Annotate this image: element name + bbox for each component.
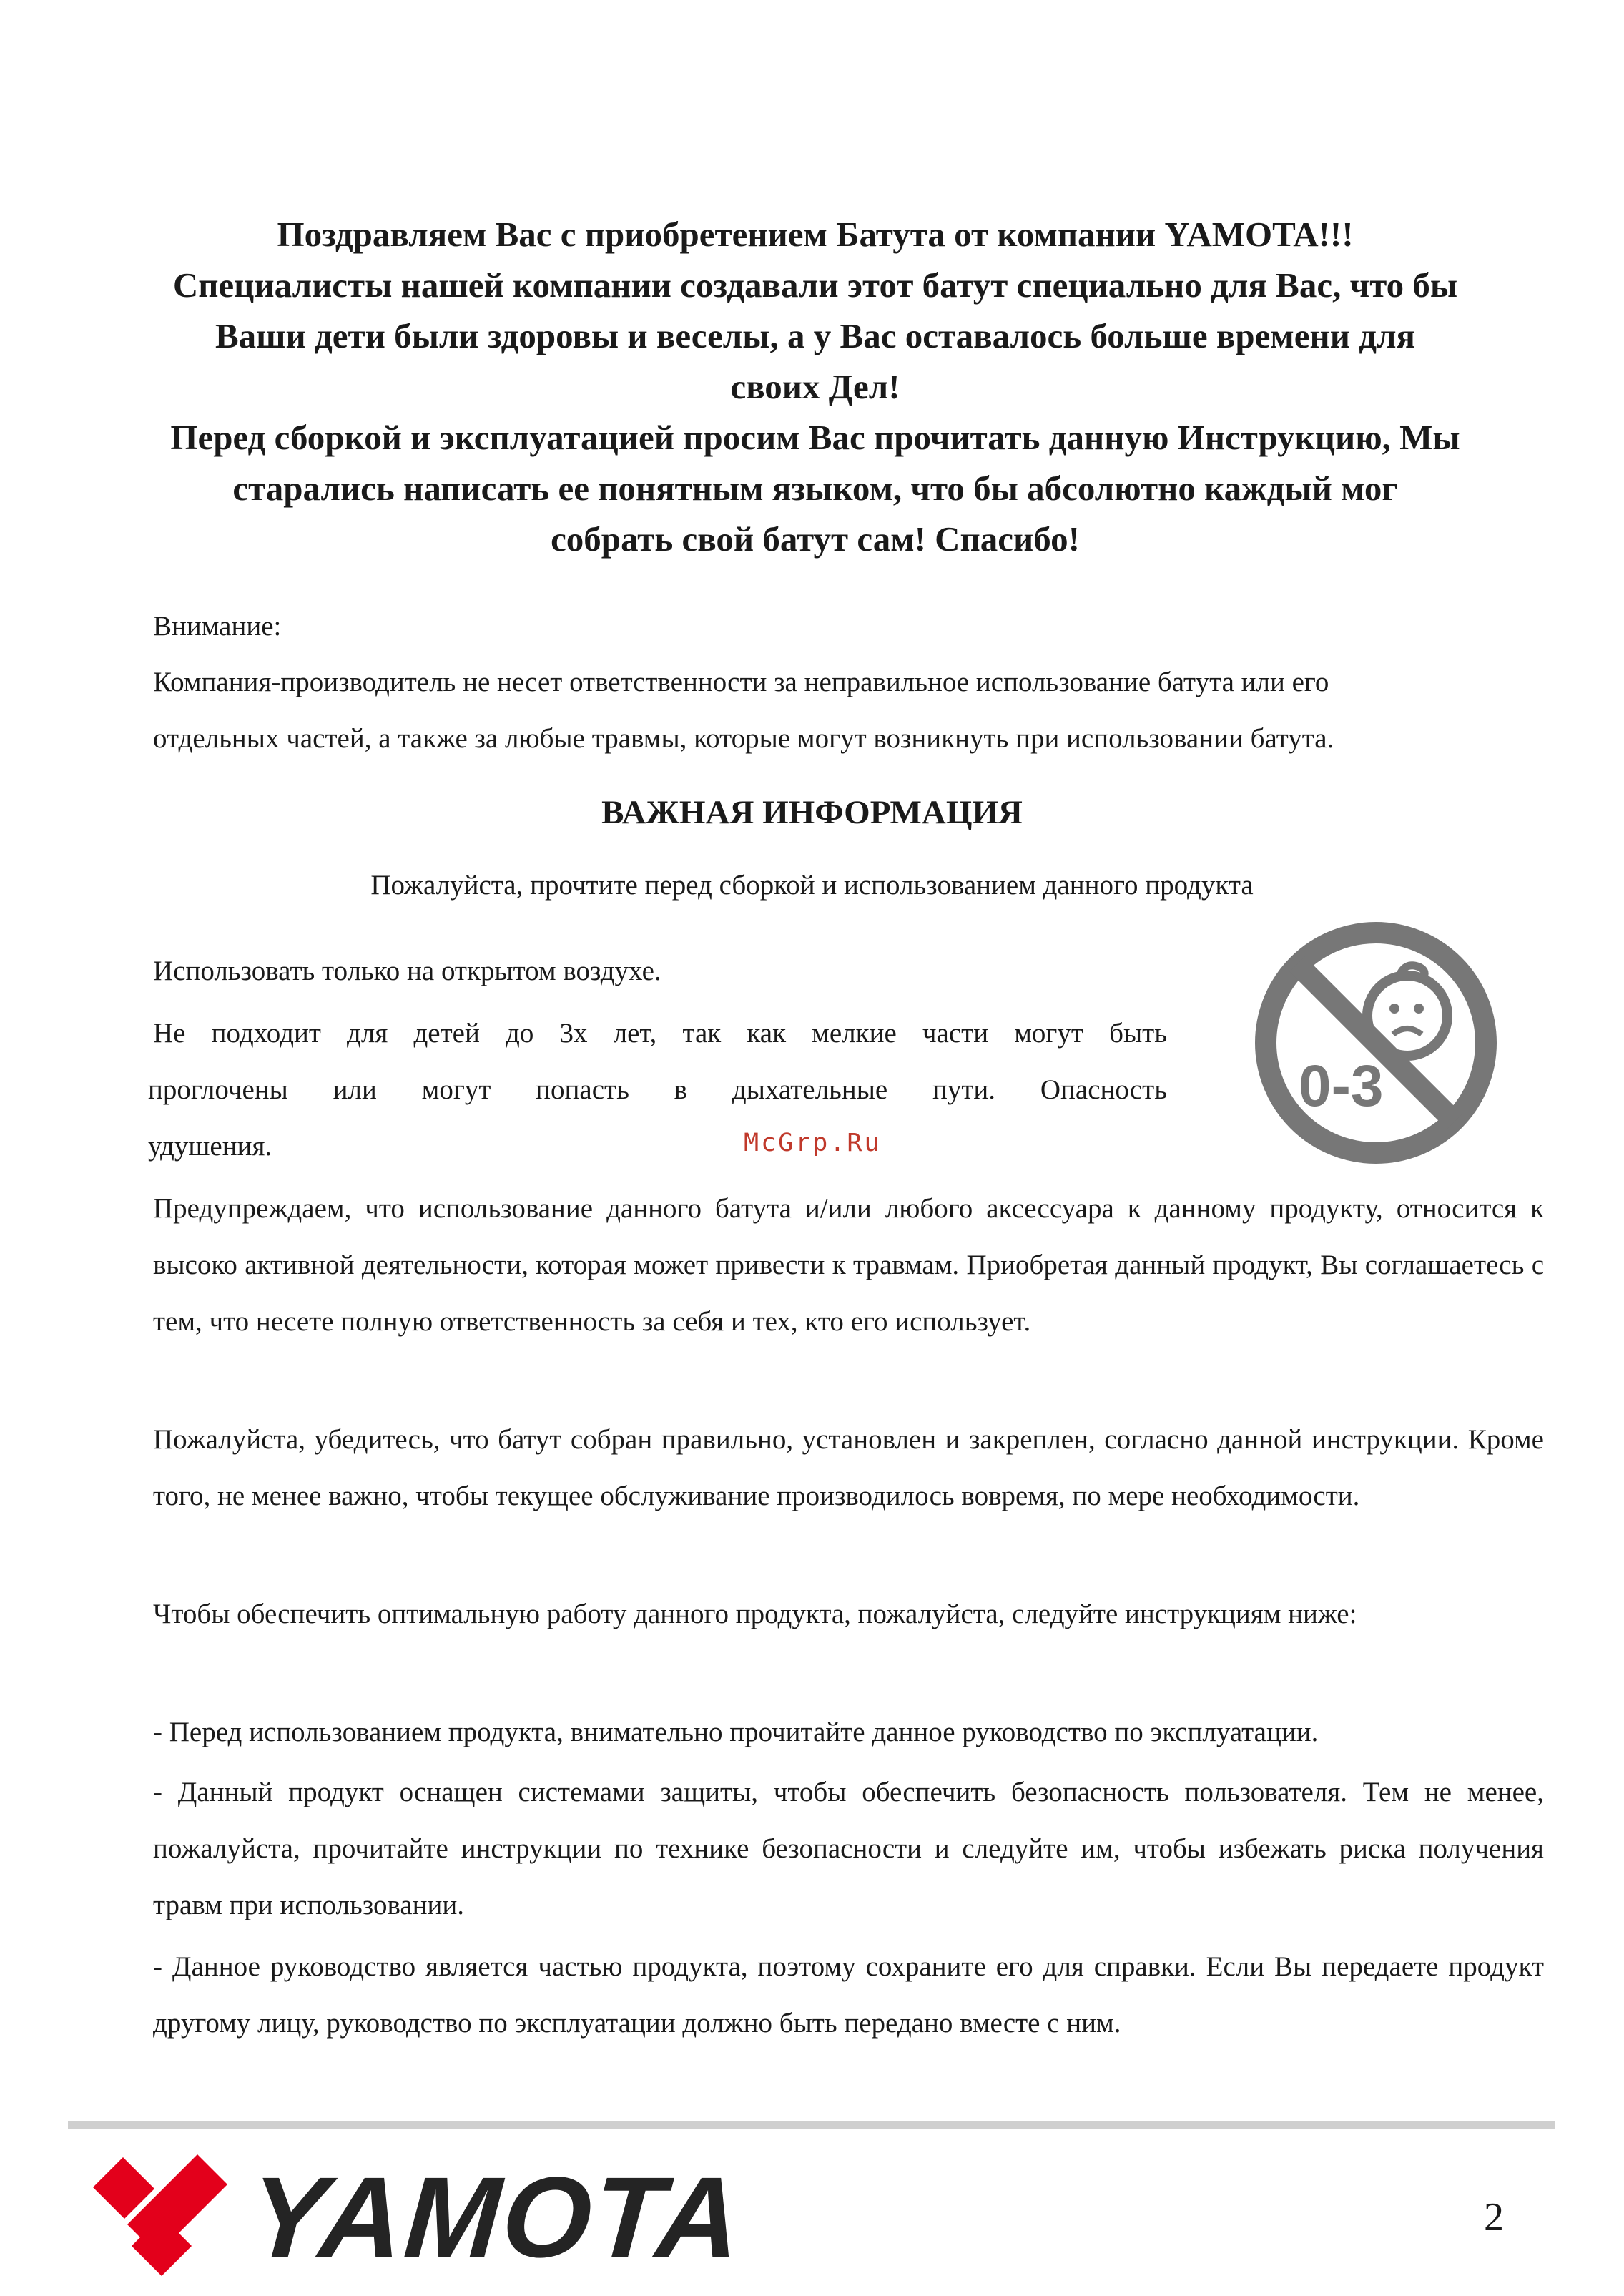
paragraph-6: - Данное руководство является частью продукта, поэтому сохраните его для справки. Если Вы передаете продукт другому лицу, руководство по эксплуатации должно быть передано вместе с ним. <box>153 1951 1544 2039</box>
age-warning-line-1: Не подходит для детей до 3х лет, так как мелкие части могут быть <box>153 1018 1167 1049</box>
age-restriction-icon <box>1253 920 1499 1166</box>
age-warning-line-3: удушения. <box>148 1131 272 1162</box>
paragraph-4: - Перед использованием продукта, внимательно прочитайте данное руководство по эксплуатации. <box>153 1717 1319 1747</box>
age-icon-label: 0-3 <box>1299 1054 1384 1119</box>
paragraph-1: Предупреждаем, что использование данного батута и/или любого аксессуара к данному продукту, относится к высоко активной деятельности, которая может привести к травмам. Приобретая данный продукт, Вы соглашаетесь с тем, что несете полную ответственность за себя и тех, кто его использует. <box>153 1193 1544 1337</box>
watermark: McGrp.Ru <box>744 1129 882 1157</box>
brand-logo-mark <box>86 2153 236 2282</box>
paragraph-3: Чтобы обеспечить оптимальную работу данного продукта, пожалуйста, следуйте инструкциям ниже: <box>153 1599 1357 1629</box>
intro-header <box>107 209 1523 564</box>
intro-line-7: собрать свой батут сам! Спасибо! <box>551 519 1080 559</box>
footer-divider <box>68 2121 1555 2129</box>
age-warning-line-2: проглочены или могут попасть в дыхательные пути. Опасность <box>148 1074 1167 1105</box>
paragraph-2: Пожалуйста, убедитесь, что батут собран правильно, установлен и закреплен, согласно данной инструкции. Кроме того, не менее важно, чтобы текущее обслуживание производилось вовремя, по мере необходимости. <box>153 1424 1544 1511</box>
attention-label: Внимание: <box>153 611 282 642</box>
section-heading: ВАЖНАЯ ИНФОРМАЦИЯ <box>601 794 1023 831</box>
attention-line-1: Компания-производитель не несет ответственности за неправильное использование батута или его <box>153 667 1329 697</box>
section-subheading: Пожалуйста, прочтите перед сборкой и использованием данного продукта <box>370 870 1254 901</box>
paragraph-5: - Данный продукт оснащен системами защиты, чтобы обеспечить безопасность пользователя. Тем не менее, пожалуйста, прочитайте инструкции по технике безопасности и следуйте им, чтобы избежать риска получения травм при использовании. <box>153 1777 1544 1920</box>
intro-line-3: Ваши дети были здоровы и веселы, а у Вас оставалось больше времени для <box>215 316 1416 355</box>
intro-line-2: Специалисты нашей компании создавали этот батут специально для Вас, что бы <box>172 265 1458 305</box>
intro-line-4: своих Дел! <box>730 367 900 406</box>
intro-line-1: Поздравляем Вас с приобретением Батута от компании YAMOTA!!! <box>277 215 1354 254</box>
brand-logo-text: YAMOTA <box>245 2153 747 2281</box>
outdoor-text: Использовать только на открытом воздухе. <box>153 956 661 986</box>
intro-line-6: старались написать ее понятным языком, что бы абсолютно каждый мог <box>232 468 1398 508</box>
page-number: 2 <box>1484 2195 1504 2239</box>
attention-line-2: отдельных частей, а также за любые травмы, которые могут возникнуть при использовании батута. <box>153 723 1334 754</box>
intro-line-5: Перед сборкой и эксплуатацией просим Вас прочитать данную Инструкцию, Мы <box>170 418 1460 457</box>
